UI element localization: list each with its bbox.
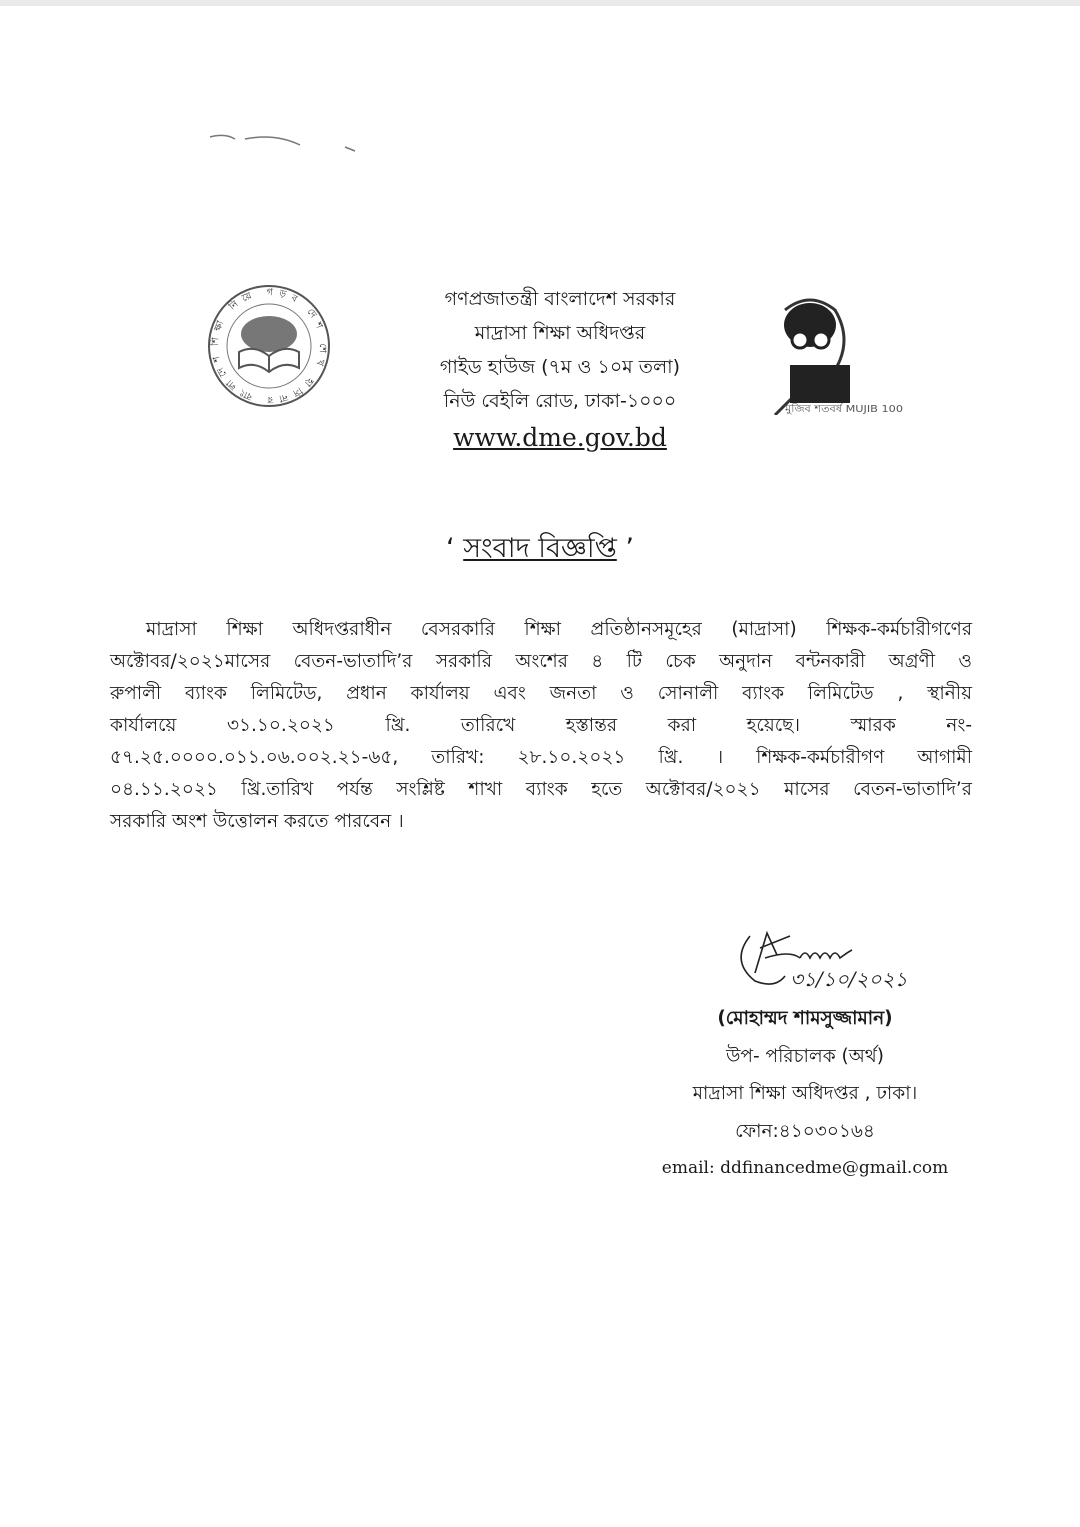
letterhead xyxy=(360,282,760,458)
body-line: অক্টোবর/২০২১মাসের বেতন-ভাতাদি’র সরকারি অংশের ৪ টি চেক অনুদান বন্টনকারী অগ্রণী ও xyxy=(110,651,972,672)
scan-smudge xyxy=(205,125,365,155)
body-line: ০৪.১১.২০২১ খ্রি.তারিখ পর্যন্ত সংশ্লিষ্ট শাখা ব্যাংক হতে অক্টোবর/২০২১ মাসের বেতন-ভাতাদি’র xyxy=(110,779,972,800)
body-line: কার্যালয়ে ৩১.১০.২০২১ খ্রি. তারিখে হস্তান্তর করা হয়েছে। স্মারক নং- xyxy=(110,715,972,736)
signatory-email[interactable]: email: ddfinancedme@gmail.com xyxy=(661,1158,949,1178)
shikkha-logo xyxy=(205,282,333,410)
body-line: সরকারি অংশ উত্তোলন করতে পারবেন । xyxy=(110,811,404,832)
header-line: নিউ বেইলি রোড, ঢাকা-১০০০ xyxy=(443,390,677,412)
open-quote: ‘ xyxy=(446,533,455,564)
page-title xyxy=(0,528,1080,573)
right-logo-text: মুজিব শতবর্ষ MUJIB 100 xyxy=(785,404,890,415)
body-line: মাদ্রাসা শিক্ষা অধিদপ্তরাধীন বেসরকারি শিক্ষা প্রতিষ্ঠানসমূহের (মাদ্রাসা) শিক্ষক-কর্মচারীগণের xyxy=(146,619,972,640)
header-line: গণপ্রজাতন্ত্রী বাংলাদেশ সরকার xyxy=(444,288,676,310)
signature-block xyxy=(640,1000,970,1188)
mujib-100-logo xyxy=(755,290,905,415)
signatory-office: মাদ্রাসা শিক্ষা অধিদপ্তর , ঢাকা। xyxy=(692,1083,918,1104)
website-link[interactable]: www.dme.gov.bd xyxy=(453,423,667,452)
header-line: গাইড হাউজ (৭ম ও ১০ম তলা) xyxy=(439,356,681,378)
header-line: মাদ্রাসা শিক্ষা অধিদপ্তর xyxy=(474,322,646,344)
left-logo-text: শিক্ষা নিয়ে গড়ব দেশ শেখ হাসিনার বাংলাদেশ xyxy=(209,286,329,406)
signatory-name: (মোহাম্মদ শামসুজ্জামান) xyxy=(717,1008,893,1029)
press-release-body xyxy=(110,614,972,838)
signatory-phone: ফোন:৪১০৩০১৬৪ xyxy=(735,1120,875,1142)
body-line: ৫৭.২৫.০০০০.০১১.০৬.০০২.২১-৬৫, তারিখ: ২৮.১০.২০২১ খ্রি. । শিক্ষক-কর্মচারীগণ আগামী xyxy=(110,747,972,768)
close-quote: ’ xyxy=(625,533,634,564)
svg-text:৩১/১০/২০২১: ৩১/১০/২০২১ xyxy=(790,967,908,991)
handwritten-signature xyxy=(725,928,925,993)
scan-top-edge xyxy=(0,0,1080,6)
body-line: রুপালী ব্যাংক লিমিটেড, প্রধান কার্যালয় এবং জনতা ও সোনালী ব্যাংক লিমিটেড , স্থানীয় xyxy=(110,683,972,704)
signatory-designation: উপ- পরিচালক (অর্থ) xyxy=(726,1045,884,1067)
title-text: সংবাদ বিজ্ঞপ্তি xyxy=(463,533,617,564)
